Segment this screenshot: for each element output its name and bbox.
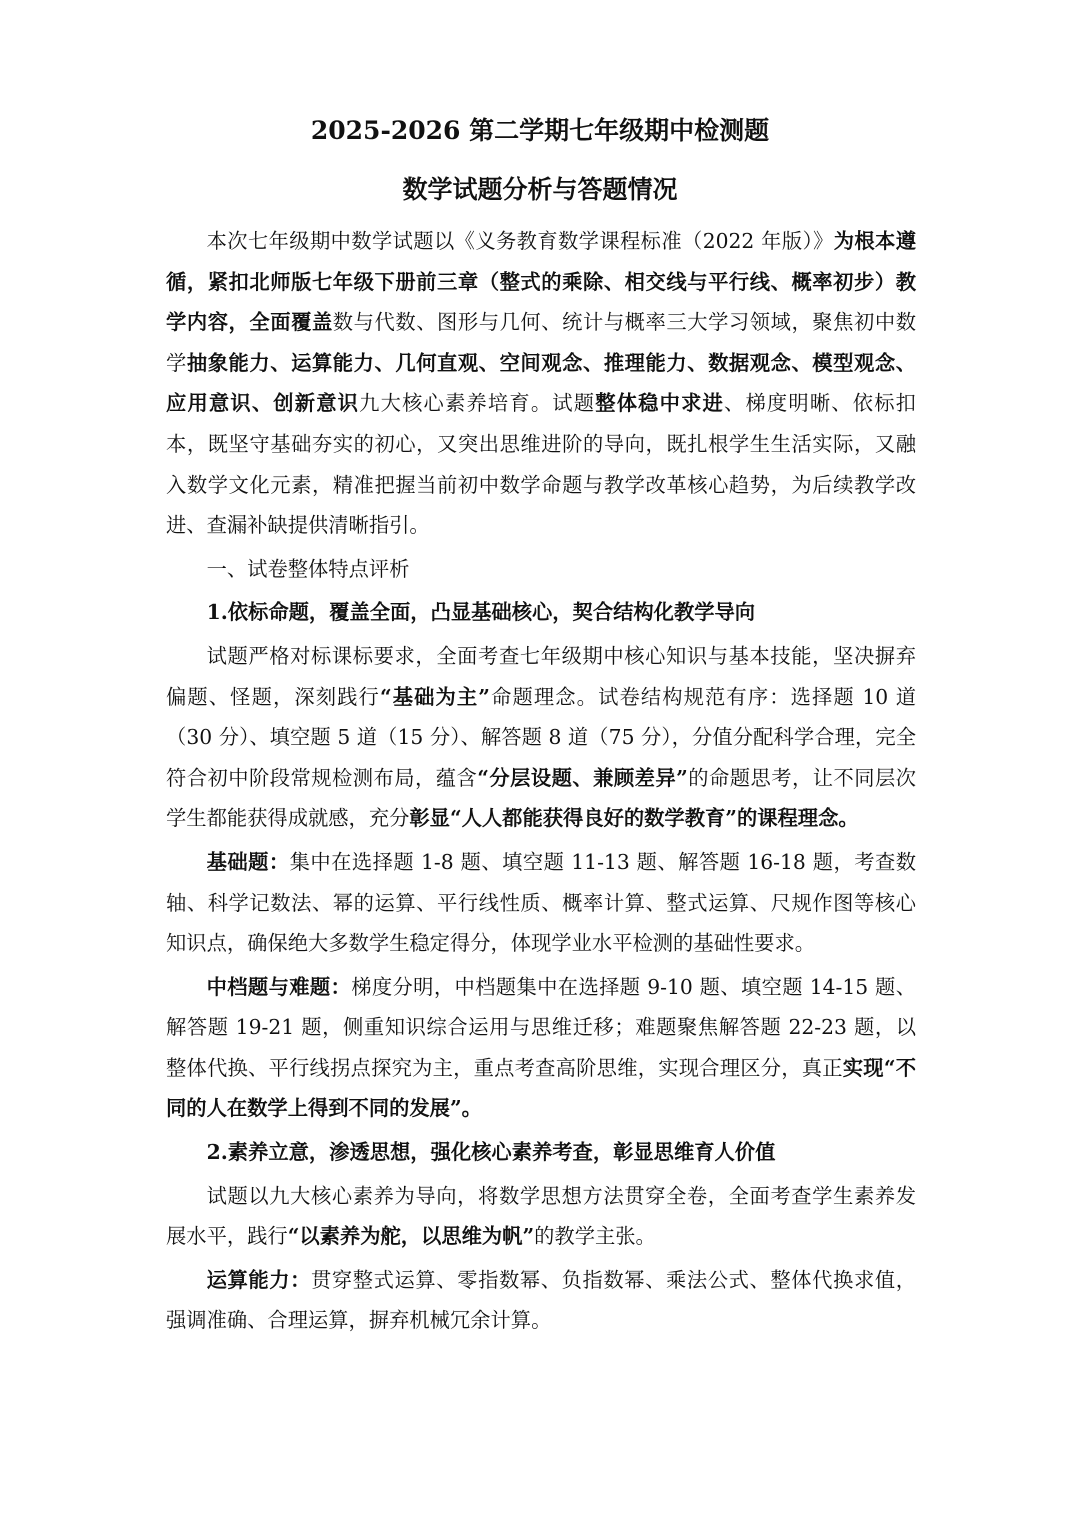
subsection-2-paragraph: 试题以九大核心素养为导向，将数学思想方法贯穿全卷，全面考查学生素养发展水平，践行“以素养为舵，以思维为帆”的教学主张。 — [166, 1183, 916, 1249]
document-subtitle: 数学试题分析与答题情况 — [402, 175, 678, 204]
medium-hard-questions-paragraph: 中档题与难题：梯度分明，中档题集中在选择题 9-10 题、填空题 14-15 题、解答题 19-21 题，侧重知识综合运用与思维迁移；难题聚焦解答题 22-23 题，以整体代换、平行线拐点探究为主，重点考查高阶思维，实现合理区分，真正实现“不同的人在数学上得到不同的发展”。 — [166, 974, 916, 1121]
subsection-heading-2: 2.素养立意，渗透思想，强化核心素养考查，彰显思维育人价值 — [206, 1140, 776, 1165]
subsection-heading-1: 1.依标命题，覆盖全面，凸显基础核心，契合结构化教学导向 — [206, 600, 756, 625]
computation-ability-paragraph: 运算能力：贯穿整式运算、零指数幂、负指数幂、乘法公式、整体代换求值，强调准确、合理运算，摒弃机械冗余计算。 — [166, 1267, 916, 1333]
document-title: 2025-2026 第二学期七年级期中检测题 — [310, 116, 770, 145]
subsection-1-paragraph: 试题严格对标课标要求，全面考查七年级期中核心知识与基本技能，坚决摒弃偏题、怪题，深刻践行“基础为主”命题理念。试卷结构规范有序：选择题 10 道（30 分）、填空题 5 道（15 分）、解答题 8 道（75 分），分值分配科学合理，完全符合初中阶段常规检测布局，蕴含“分层设题、兼顾差异”的命题思考，让不同层次学生都能获得成就感，充分彰显“人人都能获得良好的数学教育”的课程理念。 — [166, 643, 916, 831]
intro-paragraph: 本次七年级期中数学试题以《义务教育数学课程标准（2022 年版）》为根本遵循，紧扣北师版七年级下册前三章（整式的乘除、相交线与平行线、概率初步）教学内容，全面覆盖数与代数、图形与几何、统计与概率三大学习领域，聚焦初中数学抽象能力、运算能力、几何直观、空间观念、推理能力、数据观念、模型观念、应用意识、创新意识九大核心素养培育。试题整体稳中求进、梯度明晰、依标扣本，既坚守基础夯实的初心，又突出思维进阶的导向，既扎根学生生活实际，又融入数学文化元素，精准把握当前初中数学命题与教学改革核心趋势，为后续教学改进、查漏补缺提供清晰指引。 — [166, 229, 916, 538]
basic-questions-paragraph: 基础题：集中在选择题 1-8 题、填空题 11-13 题、解答题 16-18 题，考查数轴、科学记数法、幂的运算、平行线性质、概率计算、整式运算、尺规作图等核心知识点，确保绝大多数学生稳定得分，体现学业水平检测的基础性要求。 — [166, 849, 916, 956]
document-body — [166, 221, 916, 1341]
section-heading: 一、试卷整体特点评析 — [206, 556, 410, 581]
